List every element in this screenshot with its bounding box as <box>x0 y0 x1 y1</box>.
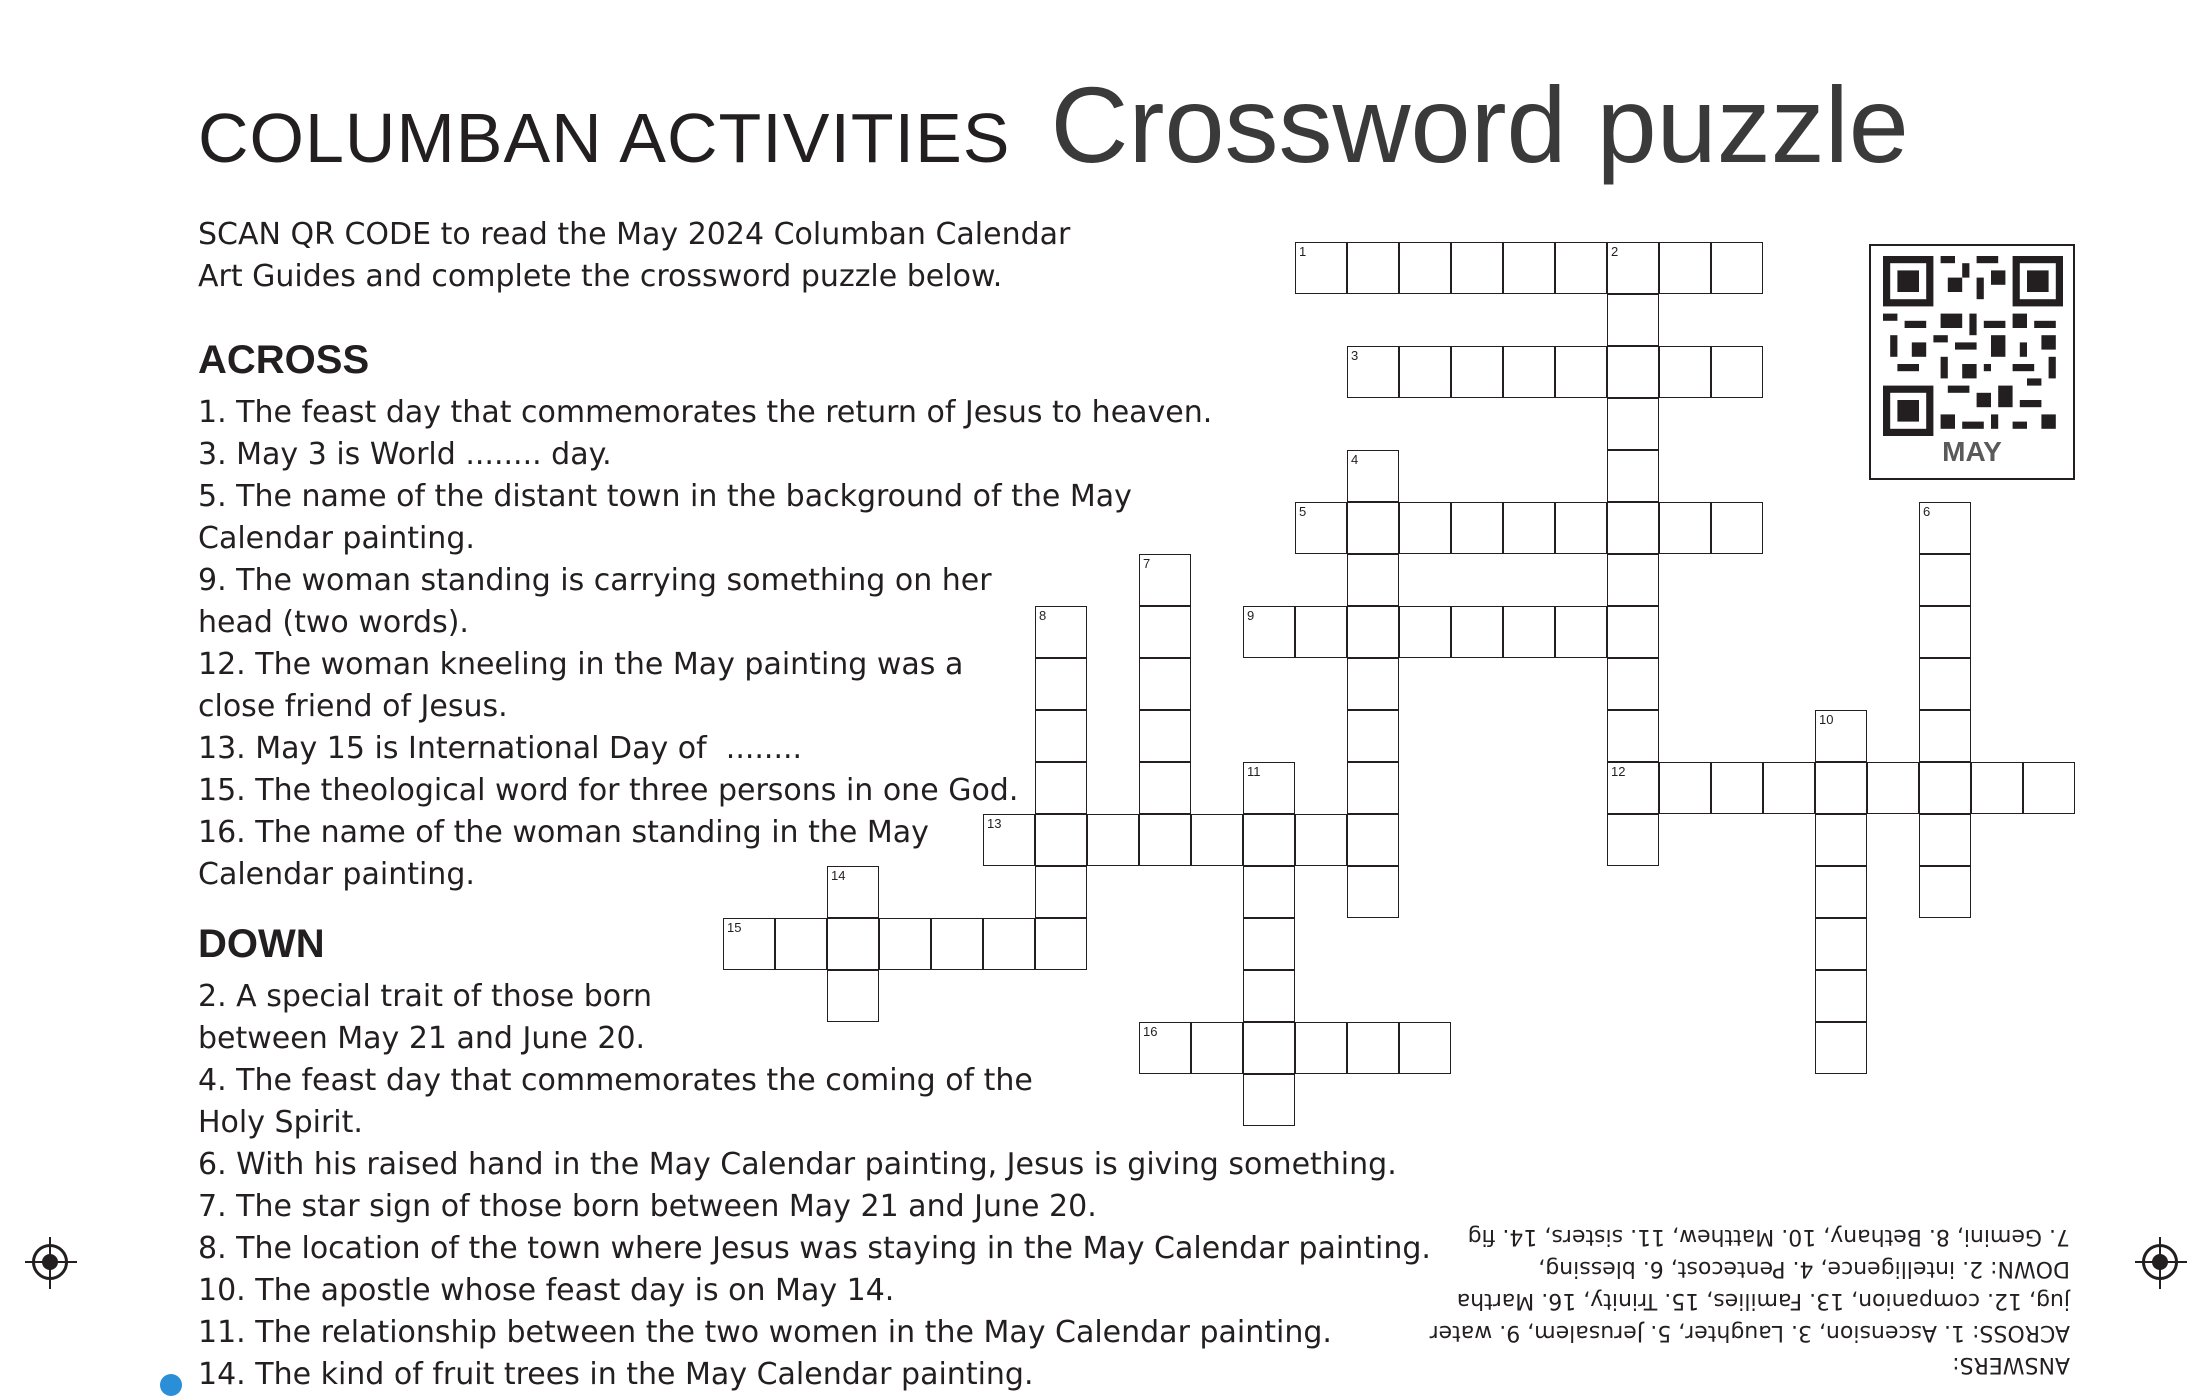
crossword-cell[interactable] <box>1139 606 1191 658</box>
crossword-cell[interactable] <box>827 918 879 970</box>
crossword-cell[interactable] <box>1451 502 1503 554</box>
crossword-cell[interactable] <box>723 918 775 970</box>
answers-upside-down <box>1380 1220 2070 1380</box>
down-clue: 2. A special trait of those born <box>198 979 652 1014</box>
crossword-cell[interactable] <box>1035 710 1087 762</box>
intro-line-1: SCAN QR CODE to read the May 2024 Columban Calendar <box>198 217 1071 252</box>
crossword-cell[interactable] <box>1347 866 1399 918</box>
crossword-cell[interactable] <box>1243 606 1295 658</box>
crossword-cell[interactable] <box>1399 242 1451 294</box>
down-clue: 6. With his raised hand in the May Calendar painting, Jesus is giving something. <box>198 1147 1397 1182</box>
crossword-cell[interactable] <box>1451 606 1503 658</box>
crossword-cell[interactable] <box>1555 606 1607 658</box>
page-tab-marker <box>160 1374 182 1396</box>
crossword-cell[interactable] <box>1555 242 1607 294</box>
crossword-cell[interactable] <box>1919 762 1971 814</box>
crossword-cell[interactable] <box>1919 710 1971 762</box>
crossword-cell[interactable] <box>1711 346 1763 398</box>
clue-number: 3 <box>1351 348 1359 363</box>
crossword-cell[interactable] <box>1243 762 1295 814</box>
crossword-cell[interactable] <box>775 918 827 970</box>
down-clue: 7. The star sign of those born between May 21 and June 20. <box>198 1189 1097 1224</box>
crossword-cell[interactable] <box>1919 606 1971 658</box>
qr-code-icon <box>1883 256 2063 436</box>
crossword-cell[interactable] <box>1451 242 1503 294</box>
crossword-cell[interactable] <box>1607 606 1659 658</box>
page-title: Crossword puzzle <box>1050 64 1909 185</box>
crossword-cell[interactable] <box>1035 762 1087 814</box>
answer-line: DOWN: 2. intelligence, 4. Pentecost, 6. blessing, <box>1538 1256 2070 1281</box>
crossword-cell[interactable] <box>1607 242 1659 294</box>
across-clue: 12. The woman kneeling in the May painting was a <box>198 647 964 682</box>
crossword-cell[interactable] <box>827 866 879 918</box>
across-clue: Calendar painting. <box>198 521 475 556</box>
crossword-cell[interactable] <box>1139 814 1191 866</box>
crossword-cell[interactable] <box>1815 814 1867 866</box>
crossword-cell[interactable] <box>1607 762 1659 814</box>
page-header <box>198 62 1909 187</box>
crossword-cell[interactable] <box>2023 762 2075 814</box>
crossword-cell[interactable] <box>1919 554 1971 606</box>
across-clue: 5. The name of the distant town in the background of the May <box>198 479 1132 514</box>
crossword-cell[interactable] <box>1295 502 1347 554</box>
crossword-cell[interactable] <box>1191 1022 1243 1074</box>
crossword-cell[interactable] <box>1347 502 1399 554</box>
crossword-cell[interactable] <box>1347 554 1399 606</box>
crossword-cell[interactable] <box>1815 970 1867 1022</box>
down-clue: Holy Spirit. <box>198 1105 363 1140</box>
crossword-cell[interactable] <box>931 918 983 970</box>
clue-number: 16 <box>1143 1024 1158 1039</box>
clue-number: 11 <box>1247 764 1261 779</box>
across-clue: 15. The theological word for three persons in one God. <box>198 773 1019 808</box>
crossword-cell[interactable] <box>1347 606 1399 658</box>
down-clue: 11. The relationship between the two women in the May Calendar painting. <box>198 1315 1332 1350</box>
across-clue: 13. May 15 is International Day of ........ <box>198 731 803 766</box>
crossword-cell[interactable] <box>1503 502 1555 554</box>
crossword-cell[interactable] <box>1815 866 1867 918</box>
crossword-cell[interactable] <box>1347 346 1399 398</box>
crossword-cell[interactable] <box>1243 970 1295 1022</box>
clue-number: 12 <box>1611 764 1626 779</box>
across-clue: 3. May 3 is World ........ day. <box>198 437 612 472</box>
crossword-cell[interactable] <box>1347 1022 1399 1074</box>
answer-line: ANSWERS: <box>1952 1352 2070 1377</box>
crossword-cell[interactable] <box>1659 762 1711 814</box>
registration-mark-icon <box>32 1244 68 1280</box>
crossword-cell[interactable] <box>1399 1022 1451 1074</box>
crossword-cell[interactable] <box>1659 242 1711 294</box>
crossword-cell[interactable] <box>1295 814 1347 866</box>
clue-number: 13 <box>987 816 1002 831</box>
across-clue: 9. The woman standing is carrying something on her <box>198 563 992 598</box>
crossword-cell[interactable] <box>983 814 1035 866</box>
down-clue: 4. The feast day that commemorates the coming of the <box>198 1063 1033 1098</box>
clue-number: 14 <box>831 868 846 883</box>
crossword-cell[interactable] <box>1815 710 1867 762</box>
crossword-cell[interactable] <box>1191 814 1243 866</box>
crossword-cell[interactable] <box>1347 814 1399 866</box>
crossword-cell[interactable] <box>1451 346 1503 398</box>
crossword-cell[interactable] <box>1035 814 1087 866</box>
crossword-cell[interactable] <box>1607 502 1659 554</box>
crossword-cell[interactable] <box>1399 346 1451 398</box>
clue-number: 15 <box>727 920 742 935</box>
crossword-cell[interactable] <box>1347 242 1399 294</box>
clue-number: 10 <box>1819 712 1834 727</box>
crossword-cell[interactable] <box>1295 242 1347 294</box>
clue-number: 7 <box>1143 556 1151 571</box>
qr-code-box[interactable] <box>1869 244 2075 480</box>
intro-text <box>198 214 1098 298</box>
crossword-cell[interactable] <box>1243 918 1295 970</box>
down-clue: 10. The apostle whose feast day is on May 14. <box>198 1273 895 1308</box>
clue-number: 9 <box>1247 608 1255 623</box>
registration-mark-icon <box>2142 1244 2178 1280</box>
crossword-cell[interactable] <box>1035 658 1087 710</box>
crossword-cell[interactable] <box>1607 294 1659 346</box>
clue-number: 1 <box>1299 244 1307 259</box>
header-kicker: COLUMBAN ACTIVITIES <box>198 99 1011 177</box>
answer-line: jug, 12. companion, 13. Families, 15. Trinity, 16. Martha <box>1456 1288 2070 1313</box>
crossword-cell[interactable] <box>1139 710 1191 762</box>
across-clue: 16. The name of the woman standing in the May <box>198 815 929 850</box>
crossword-cell[interactable] <box>1139 554 1191 606</box>
crossword-cell[interactable] <box>1659 346 1711 398</box>
crossword-cell[interactable] <box>827 970 879 1022</box>
crossword-cell[interactable] <box>1815 1022 1867 1074</box>
crossword-cell[interactable] <box>1919 866 1971 918</box>
crossword-cell[interactable] <box>1815 762 1867 814</box>
crossword-cell[interactable] <box>1555 346 1607 398</box>
crossword-cell[interactable] <box>1919 658 1971 710</box>
crossword-cell[interactable] <box>1503 606 1555 658</box>
down-clue: 8. The location of the town where Jesus was staying in the May Calendar painting. <box>198 1231 1431 1266</box>
clue-number: 2 <box>1611 244 1619 259</box>
crossword-cell[interactable] <box>1347 450 1399 502</box>
crossword-cell[interactable] <box>1919 502 1971 554</box>
crossword-cell[interactable] <box>1503 242 1555 294</box>
crossword-cell[interactable] <box>1035 606 1087 658</box>
crossword-cell[interactable] <box>1711 242 1763 294</box>
down-clue: 14. The kind of fruit trees in the May Calendar painting. <box>198 1357 1034 1392</box>
crossword-cell[interactable] <box>1607 554 1659 606</box>
crossword-cell[interactable] <box>1243 1074 1295 1126</box>
crossword-cell[interactable] <box>879 918 931 970</box>
crossword-cell[interactable] <box>1087 814 1139 866</box>
down-heading: DOWN <box>198 922 325 966</box>
crossword-cell[interactable] <box>1607 398 1659 450</box>
crossword-cell[interactable] <box>1347 658 1399 710</box>
across-clue: 1. The feast day that commemorates the return of Jesus to heaven. <box>198 395 1213 430</box>
crossword-cell[interactable] <box>1919 814 1971 866</box>
qr-label: MAY <box>1942 436 2002 467</box>
crossword-cell[interactable] <box>1607 814 1659 866</box>
crossword-cell[interactable] <box>1659 502 1711 554</box>
crossword-cell[interactable] <box>1347 710 1399 762</box>
clue-number: 5 <box>1299 504 1307 519</box>
crossword-cell[interactable] <box>1971 762 2023 814</box>
across-clue: close friend of Jesus. <box>198 689 508 724</box>
across-heading: ACROSS <box>198 338 370 382</box>
crossword-cell[interactable] <box>1711 762 1763 814</box>
crossword-cell[interactable] <box>1035 918 1087 970</box>
intro-line-2: Art Guides and complete the crossword puzzle below. <box>198 259 1003 294</box>
crossword-cell[interactable] <box>1243 1022 1295 1074</box>
crossword-cell[interactable] <box>1399 606 1451 658</box>
across-clue: head (two words). <box>198 605 469 640</box>
crossword-cell[interactable] <box>1399 502 1451 554</box>
answer-line: ACROSS: 1. Ascension, 3. Laughter, 5. Jerusalem, 9. water <box>1429 1320 2070 1345</box>
crossword-cell[interactable] <box>1815 918 1867 970</box>
crossword-cell[interactable] <box>1607 658 1659 710</box>
crossword-cell[interactable] <box>1763 762 1815 814</box>
answer-line: 7. Gemini, 8. Bethany, 10. Matthew, 11. sisters, 14. fig <box>1467 1224 2070 1249</box>
crossword-cell[interactable] <box>1243 866 1295 918</box>
crossword-cell[interactable] <box>1711 502 1763 554</box>
crossword-cell[interactable] <box>1139 658 1191 710</box>
crossword-cell[interactable] <box>1139 762 1191 814</box>
across-clue: Calendar painting. <box>198 857 475 892</box>
crossword-cell[interactable] <box>1867 762 1919 814</box>
crossword-cell[interactable] <box>1347 762 1399 814</box>
crossword-cell[interactable] <box>1035 866 1087 918</box>
crossword-cell[interactable] <box>983 918 1035 970</box>
crossword-cell[interactable] <box>1295 1022 1347 1074</box>
clue-number: 6 <box>1923 504 1931 519</box>
clue-number: 8 <box>1039 608 1047 623</box>
crossword-cell[interactable] <box>1607 346 1659 398</box>
crossword-cell[interactable] <box>1607 450 1659 502</box>
crossword-cell[interactable] <box>1503 346 1555 398</box>
crossword-cell[interactable] <box>1607 710 1659 762</box>
clue-number: 4 <box>1351 452 1359 467</box>
down-clue: between May 21 and June 20. <box>198 1021 646 1056</box>
crossword-cell[interactable] <box>1243 814 1295 866</box>
crossword-cell[interactable] <box>1555 502 1607 554</box>
crossword-cell[interactable] <box>1139 1022 1191 1074</box>
crossword-cell[interactable] <box>1295 606 1347 658</box>
